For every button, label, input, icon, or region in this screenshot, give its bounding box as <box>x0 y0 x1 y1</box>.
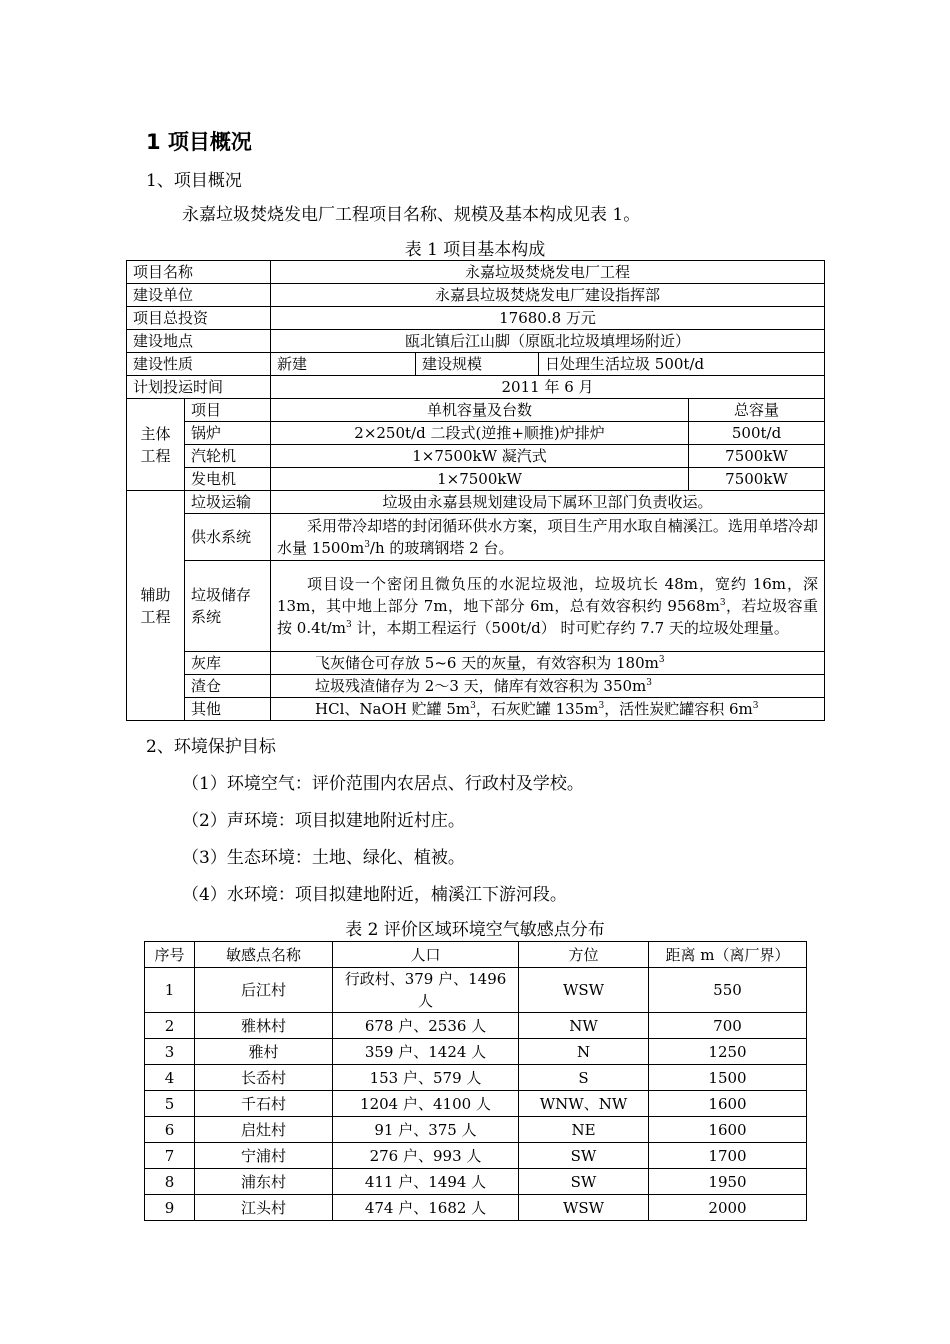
intro-paragraph: 永嘉垃圾焚烧发电厂工程项目名称、规模及基本构成见表 1。 <box>182 205 641 225</box>
label-operation-date: 计划投运时间 <box>127 376 271 399</box>
main-row-name: 锅炉 <box>185 422 271 445</box>
cell-direction: NE <box>519 1117 649 1143</box>
aux-row-name: 灰库 <box>185 652 271 675</box>
aux-row-desc: 垃圾由永嘉县规划建设局下属环卫部门负责收运。 <box>271 491 825 514</box>
main-row-name: 汽轮机 <box>185 445 271 468</box>
aux-row-desc: 采用带冷却塔的封闭循环供水方案，项目生产用水取自楠溪江。选用单塔冷却水量 $1500m^3/h$ 的玻璃钢塔 2 台。 <box>271 514 825 561</box>
cell-index: 3 <box>145 1039 195 1065</box>
value-nature: 新建 <box>271 353 416 376</box>
cell-index: 6 <box>145 1117 195 1143</box>
value-scale: 日处理生活垃圾 500t/d <box>539 353 825 376</box>
table2-caption: 表 2 评价区域环境空气敏感点分布 <box>345 920 605 940</box>
label-construction-unit: 建设单位 <box>127 284 271 307</box>
cell-name: 浦东村 <box>195 1169 333 1195</box>
label-scale: 建设规模 <box>416 353 539 376</box>
subsection-title-2: 2、环境保护目标 <box>146 737 276 757</box>
cell-population: 行政村、379 户、1496 人 <box>333 968 519 1013</box>
cell-name: 江头村 <box>195 1195 333 1221</box>
cell-direction: NW <box>519 1013 649 1039</box>
cell-population: 276 户、993 人 <box>333 1143 519 1169</box>
cell-distance: 2000 <box>649 1195 807 1221</box>
cell-index: 2 <box>145 1013 195 1039</box>
cell-population: 411 户、1494 人 <box>333 1169 519 1195</box>
cell-index: 8 <box>145 1169 195 1195</box>
cell-distance: 1600 <box>649 1091 807 1117</box>
cell-name: 启灶村 <box>195 1117 333 1143</box>
aux-row-name: 渣仓 <box>185 675 271 698</box>
cell-distance: 1250 <box>649 1039 807 1065</box>
cell-index: 9 <box>145 1195 195 1221</box>
cell-distance: 1500 <box>649 1065 807 1091</box>
header-cell: 距离 m（离厂界） <box>649 942 807 968</box>
cell-population: 678 户、2536 人 <box>333 1013 519 1039</box>
value-site: 瓯北镇后江山脚（原瓯北垃圾填埋场附近） <box>271 330 825 353</box>
value-project-name: 永嘉垃圾焚烧发电厂工程 <box>271 261 825 284</box>
label-site: 建设地点 <box>127 330 271 353</box>
cell-name: 雅林村 <box>195 1013 333 1039</box>
label-aux-works: 辅助工程 <box>127 491 185 721</box>
target-item: （4）水环境：项目拟建地附近，楠溪江下游河段。 <box>182 885 567 905</box>
section-heading: 1 项目概况 <box>146 130 252 154</box>
main-row-spec: 1×7500kW <box>271 468 689 491</box>
project-composition-table <box>126 260 825 721</box>
cell-name: 宁浦村 <box>195 1143 333 1169</box>
main-header-item: 项目 <box>185 399 271 422</box>
main-row-total: 7500kW <box>689 468 825 491</box>
aux-row-desc: 飞灰储仓可存放 5~6 天的灰量，有效容积为 $180m^3$ <box>271 652 825 675</box>
table-row <box>145 968 807 1013</box>
cell-index: 7 <box>145 1143 195 1169</box>
cell-direction: SW <box>519 1169 649 1195</box>
table1-caption: 表 1 项目基本构成 <box>404 240 546 260</box>
sensitive-points-table <box>144 941 807 1221</box>
table-row <box>145 1117 807 1143</box>
cell-name: 雅村 <box>195 1039 333 1065</box>
target-item: （1）环境空气：评价范围内农居点、行政村及学校。 <box>182 774 584 794</box>
cell-index: 1 <box>145 968 195 1013</box>
header-cell: 人口 <box>333 942 519 968</box>
cell-direction: S <box>519 1065 649 1091</box>
cell-population: 474 户、1682 人 <box>333 1195 519 1221</box>
target-item: （2）声环境：项目拟建地附近村庄。 <box>182 811 465 831</box>
cell-population: 359 户、1424 人 <box>333 1039 519 1065</box>
aux-row-name: 垃圾运输 <box>185 491 271 514</box>
main-row-total: 500t/d <box>689 422 825 445</box>
label-total-investment: 项目总投资 <box>127 307 271 330</box>
table-row <box>145 1169 807 1195</box>
subsection-title-1: 1、项目概况 <box>146 171 242 191</box>
main-row-spec: 2×250t/d 二段式(逆推+顺推)炉排炉 <box>271 422 689 445</box>
cell-direction: SW <box>519 1143 649 1169</box>
label-nature: 建设性质 <box>127 353 271 376</box>
aux-row-desc: 项目设一个密闭且微负压的水泥垃圾池，垃圾坑长 48m，宽约 16m，深 13m，其中地上部分 7m，地下部分 6m，总有效容积约 $9568m^3$，若垃圾容重按 $0.4t/m^3$ 计，本期工程运行（500t/d） 时可贮存约 7.7 天的垃圾处理量。 <box>271 561 825 652</box>
main-row-name: 发电机 <box>185 468 271 491</box>
cell-population: 153 户、579 人 <box>333 1065 519 1091</box>
aux-row-name: 垃圾储存系统 <box>185 561 271 652</box>
cell-population: 1204 户、4100 人 <box>333 1091 519 1117</box>
aux-row-desc: 垃圾残渣储存为 2～3 天，储库有效容积为 $350m^3$ <box>271 675 825 698</box>
main-header-total: 总容量 <box>689 399 825 422</box>
cell-distance: 1600 <box>649 1117 807 1143</box>
cell-direction: WSW <box>519 968 649 1013</box>
table-header-row <box>145 942 807 968</box>
cell-name: 后江村 <box>195 968 333 1013</box>
table-row <box>145 1039 807 1065</box>
cell-population: 91 户、375 人 <box>333 1117 519 1143</box>
header-cell: 敏感点名称 <box>195 942 333 968</box>
cell-distance: 550 <box>649 968 807 1013</box>
header-cell: 序号 <box>145 942 195 968</box>
cell-index: 5 <box>145 1091 195 1117</box>
aux-row-desc: HCl、NaOH 贮罐 $5m^3$，石灰贮罐 $135m^3$，活性炭贮罐容积 $6m^3$ <box>271 698 825 721</box>
table-row <box>145 1013 807 1039</box>
label-main-works: 主体工程 <box>127 399 185 491</box>
cell-direction: WSW <box>519 1195 649 1221</box>
table-row <box>145 1143 807 1169</box>
value-construction-unit: 永嘉县垃圾焚烧发电厂建设指挥部 <box>271 284 825 307</box>
cell-direction: N <box>519 1039 649 1065</box>
value-total-investment: 17680.8 万元 <box>271 307 825 330</box>
table-row <box>145 1091 807 1117</box>
cell-index: 4 <box>145 1065 195 1091</box>
main-row-total: 7500kW <box>689 445 825 468</box>
main-header-capacity: 单机容量及台数 <box>271 399 689 422</box>
table-row <box>145 1195 807 1221</box>
cell-distance: 1950 <box>649 1169 807 1195</box>
target-item: （3）生态环境：土地、绿化、植被。 <box>182 848 465 868</box>
aux-row-name: 供水系统 <box>185 514 271 561</box>
table-row <box>145 1065 807 1091</box>
cell-name: 千石村 <box>195 1091 333 1117</box>
cell-name: 长岙村 <box>195 1065 333 1091</box>
header-cell: 方位 <box>519 942 649 968</box>
label-project-name: 项目名称 <box>127 261 271 284</box>
cell-distance: 1700 <box>649 1143 807 1169</box>
value-operation-date: 2011 年 6 月 <box>271 376 825 399</box>
aux-row-name: 其他 <box>185 698 271 721</box>
cell-distance: 700 <box>649 1013 807 1039</box>
main-row-spec: 1×7500kW 凝汽式 <box>271 445 689 468</box>
cell-direction: WNW、NW <box>519 1091 649 1117</box>
